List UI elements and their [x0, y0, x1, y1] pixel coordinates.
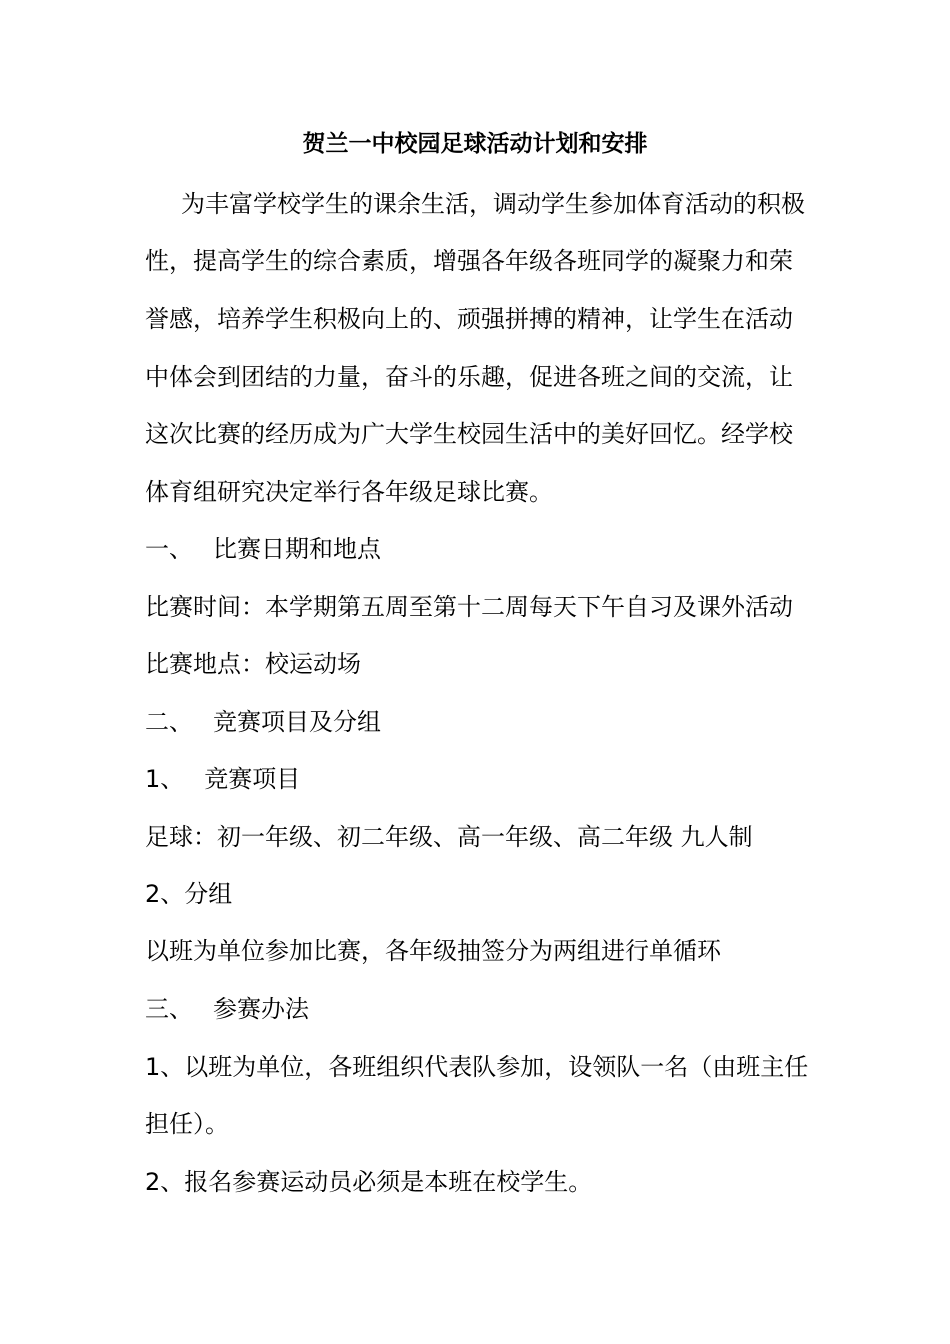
section-heading: 竞赛项目及分组 — [213, 708, 381, 736]
intro-line: 这次比赛的经历成为广大学生校园生活中的美好回忆。经学校 — [145, 420, 793, 448]
intro-line: 性，提高学生的综合素质，增强各年级各班同学的凝聚力和荣 — [145, 247, 793, 275]
subsection-heading-events — [145, 761, 300, 797]
rule-item-2: 2、报名参赛运动员必须是本班在校学生。 — [145, 1168, 593, 1196]
section-number: 三、 — [145, 995, 193, 1023]
intro-line: 中体会到团结的力量，奋斗的乐趣，促进各班之间的交流，让 — [145, 363, 793, 391]
section-heading: 比赛日期和地点 — [213, 535, 381, 563]
section-heading-events — [145, 704, 381, 740]
subsection-heading-groups: 2、分组 — [145, 880, 233, 908]
intro-line: 誉感，培养学生积极向上的、顽强拼搏的精神，让学生在活动 — [145, 305, 793, 333]
section-number: 一、 — [145, 535, 193, 563]
section-heading-rules — [145, 991, 309, 1027]
section-number: 二、 — [145, 708, 193, 736]
subsection-heading: 竞赛项目 — [204, 765, 301, 793]
rule-item-1: 1、以班为单位，各班组织代表队参加，设领队一名（由班主任 — [145, 1053, 809, 1081]
intro-line: 为丰富学校学生的课余生活，调动学生参加体育活动的积极 — [181, 190, 805, 218]
match-time: 比赛时间：本学期第五周至第十二周每天下午自习及课外活动 — [145, 593, 793, 621]
section-heading-date-place — [145, 531, 381, 567]
document-title: 贺兰一中校园足球活动计划和安排 — [302, 131, 648, 157]
event-description: 足球：初一年级、初二年级、高一年级、高二年级 九人制 — [145, 823, 753, 851]
subsection-number: 1、 — [145, 765, 185, 793]
intro-line: 体育组研究决定举行各年级足球比赛。 — [145, 478, 553, 506]
section-heading: 参赛办法 — [213, 995, 309, 1023]
groups-description: 以班为单位参加比赛，各年级抽签分为两组进行单循环 — [145, 937, 721, 965]
match-place: 比赛地点：校运动场 — [145, 650, 361, 678]
rule-item-1-continued: 担任）。 — [145, 1110, 229, 1138]
